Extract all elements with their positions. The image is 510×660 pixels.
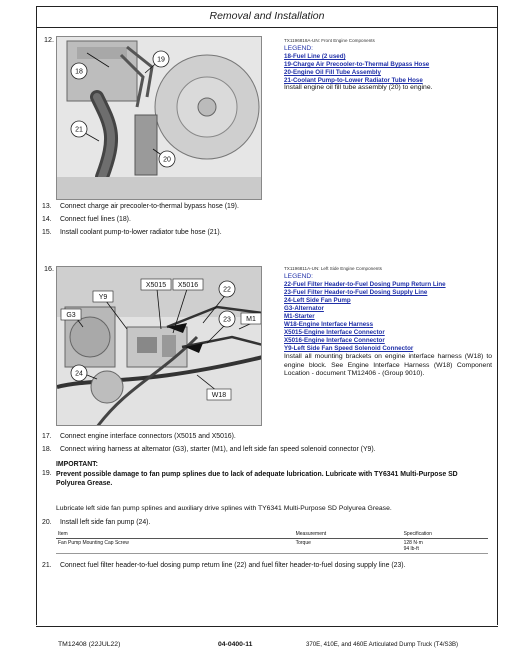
legend-item: X5015-Engine Interface Connector: [284, 329, 385, 336]
svg-text:Y9: Y9: [98, 294, 108, 301]
step-line: 14. Connect fuel lines (18).: [42, 216, 131, 223]
column-header: Measurement: [294, 530, 402, 539]
spec-table: [56, 530, 488, 554]
step-line: 20. Install left side fan pump (24).: [42, 519, 151, 526]
footer-divider: [36, 626, 498, 627]
step-line: 18. Connect wiring harness at alternator (G3), starter (M1), and left side fan speed solenoid connector (Y9).: [42, 446, 376, 453]
step-line: 21. Connect fuel filter header-to-fuel dosing pump return line (22) and fuel filter header-to-fuel dosing supply line (23).: [42, 562, 406, 569]
step-instruction: Install engine oil fill tube assembly (20) to engine.: [284, 84, 433, 91]
step-number: 16.: [44, 264, 54, 273]
svg-text:G3: G3: [66, 312, 76, 319]
label-y9: [93, 291, 113, 302]
legend-item: W18-Engine Interface Harness: [284, 321, 374, 328]
table-cell: Fan Pump Mounting Cap Screw: [56, 539, 294, 554]
column-header: Specification: [402, 530, 488, 539]
step-instruction: Install all mounting brackets on engine interface harness (W18) to engine block. See Engine Interface Harness (W18) Component Location - document TM12406 - (Group 9010).: [284, 353, 492, 378]
svg-text:24: 24: [75, 370, 83, 378]
svg-text:X5016: X5016: [177, 282, 199, 289]
legend-item: 18-Fuel Line (2 used): [284, 53, 346, 60]
callout-18: [71, 63, 87, 79]
svg-text:23: 23: [223, 316, 231, 324]
important-text: Prevent possible damage to fan pump splines due to lack of adequate lubrication. Lubricate with TY6341 Multi-Purpose SD Polyurea Grease.: [56, 471, 458, 487]
left-side-engine-photo: [56, 266, 262, 426]
label-x5015: [141, 279, 171, 290]
front-engine-illustration: [57, 37, 262, 200]
legend-item: 20-Engine Oil Fill Tube Assembly: [284, 69, 381, 76]
callout-23: [219, 311, 235, 327]
svg-text:21: 21: [75, 126, 83, 134]
front-engine-photo: [56, 36, 262, 200]
left-side-engine-illustration: [57, 267, 262, 426]
legend-item: 22-Fuel Filter Header-to-Fuel Dosing Pump Return Line: [284, 281, 446, 288]
step-line: 17. Connect engine interface connectors (X5015 and X5016).: [42, 433, 236, 440]
table-row: [56, 539, 488, 554]
footer-product: 370E, 410E, and 460E Articulated Dump Truck (T4/S3B): [306, 641, 459, 648]
spec-value: 128 N·m: [403, 540, 423, 546]
svg-text:22: 22: [223, 286, 231, 294]
step-line: 13. Connect charge air precooler-to-thermal bypass hose (19).: [42, 203, 239, 210]
callout-21: [71, 121, 87, 137]
column-header: Item: [56, 530, 294, 539]
svg-text:X5015: X5015: [145, 282, 167, 289]
important-title: IMPORTANT:: [56, 461, 98, 468]
svg-text:20: 20: [163, 156, 171, 164]
figure-id: TX1196818A-UN: Front Engine Components: [284, 38, 375, 43]
spec-value: 94 lb-ft: [403, 546, 419, 552]
svg-text:18: 18: [75, 68, 83, 76]
legend-item: 21-Coolant Pump-to-Lower Radiator Tube Hose: [284, 77, 423, 84]
page-border-right: [497, 27, 498, 625]
legend-title: LEGEND:: [284, 45, 313, 52]
header-bar: [36, 6, 498, 28]
label-w18: [207, 389, 231, 400]
table-header-row: [56, 530, 488, 539]
figure-id: TX1196811A-UN: Left Side Engine Components: [284, 266, 382, 271]
callout-22: [219, 281, 235, 297]
lube-note: Lubricate left side fan pump splines and auxiliary drive splines with TY6341 Multi-Purpose SD Polyurea Grease.: [56, 505, 392, 512]
legend-item: Y9-Left Side Fan Speed Solenoid Connector: [284, 345, 414, 352]
step-number: 19.: [42, 470, 52, 477]
label-g3: [61, 309, 81, 320]
callout-24: [71, 365, 87, 381]
legend-item: G3-Alternator: [284, 305, 324, 312]
svg-text:W18: W18: [211, 392, 227, 399]
legend-item: 19-Charge Air Precooler-to-Thermal Bypass Hose: [284, 61, 430, 68]
legend-item: 24-Left Side Fan Pump: [284, 297, 351, 304]
section-title: Removal and Installation: [209, 10, 325, 22]
legend-item: M1-Starter: [284, 313, 315, 320]
table-cell: Torque: [294, 539, 402, 554]
svg-text:19: 19: [157, 56, 165, 64]
step-line: 15. Install coolant pump-to-lower radiator tube hose (21).: [42, 229, 222, 236]
label-m1: [241, 313, 261, 324]
page-border-left: [36, 27, 37, 625]
callout-20: [159, 151, 175, 167]
legend-item: 23-Fuel Filter Header-to-Fuel Dosing Supply Line: [284, 289, 428, 296]
legend-item: X5016-Engine Interface Connector: [284, 337, 385, 344]
table-cell: [402, 539, 488, 554]
step-number: 12.: [44, 35, 54, 44]
legend-title: LEGEND:: [284, 273, 313, 280]
footer-doc-id: TM12408 (22JUL22): [58, 641, 121, 648]
callout-19: [153, 51, 169, 67]
footer-page-number: 04-0400-11: [218, 641, 253, 648]
label-x5016: [173, 279, 203, 290]
svg-text:M1: M1: [246, 316, 256, 323]
